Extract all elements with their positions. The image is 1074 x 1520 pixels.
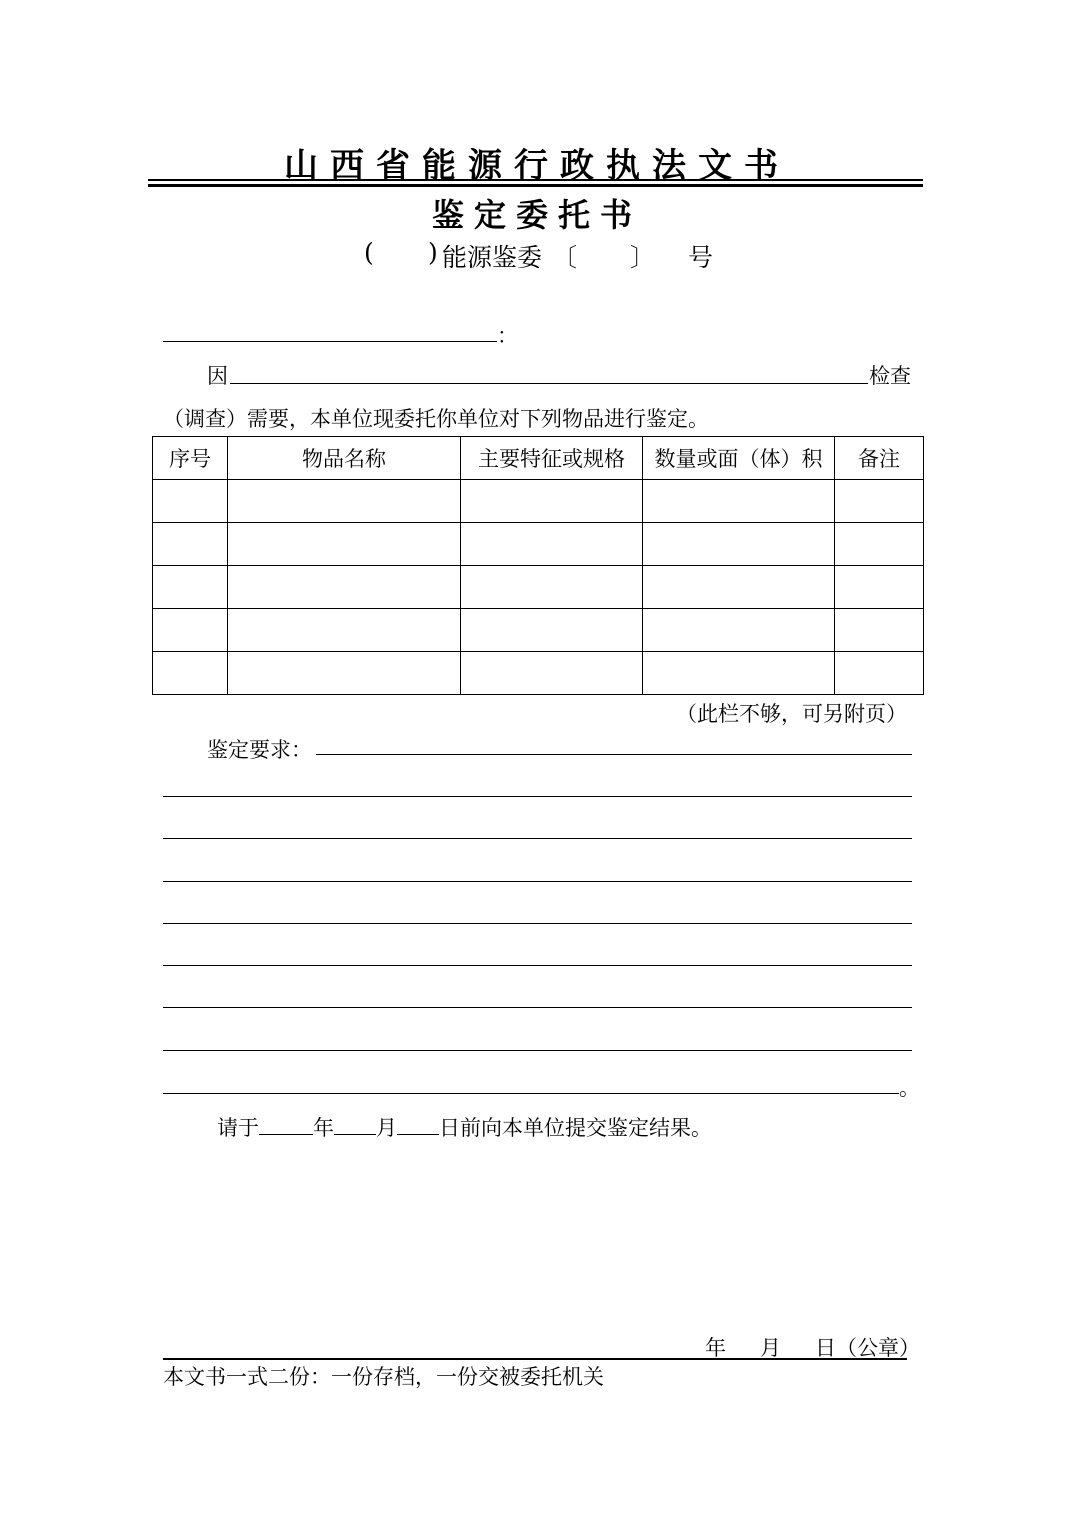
table-row <box>153 566 924 609</box>
column-header: 序号 <box>153 437 228 480</box>
column-header: 备注 <box>835 437 924 480</box>
table-cell[interactable] <box>461 652 643 695</box>
table-cell[interactable] <box>461 566 643 609</box>
requirements-label: 鉴定要求： <box>207 738 312 762</box>
table-row <box>153 523 924 566</box>
docno-bracket-close: 〕 <box>630 243 656 272</box>
header-rule-thin <box>148 179 923 181</box>
table-cell[interactable] <box>228 480 461 523</box>
table-cell[interactable] <box>835 480 924 523</box>
reason-blank[interactable] <box>230 383 868 384</box>
addressee-blank[interactable] <box>163 341 497 342</box>
column-header: 数量或面（体）积 <box>643 437 835 480</box>
table-cell[interactable] <box>643 652 835 695</box>
column-header: 主要特征或规格 <box>461 437 643 480</box>
table-row <box>153 480 924 523</box>
deadline-prefix: 请于 <box>217 1116 259 1140</box>
table-cell[interactable] <box>643 566 835 609</box>
table-cell[interactable] <box>228 652 461 695</box>
table-cell[interactable] <box>461 609 643 652</box>
docno-paren-open: ( <box>364 238 374 267</box>
org-title: 山西省能源行政执法文书 <box>284 146 790 186</box>
items-table <box>152 436 924 695</box>
table-cell[interactable] <box>228 609 461 652</box>
footer-year: 年 <box>705 1336 726 1360</box>
header-rule-thick <box>148 184 923 187</box>
table-cell[interactable] <box>228 523 461 566</box>
docno-bracket-open: 〔 <box>552 243 578 272</box>
deadline-suffix: 日前向本单位提交鉴定结果。 <box>439 1116 712 1140</box>
table-cell[interactable] <box>643 523 835 566</box>
requirements-line[interactable] <box>163 838 912 839</box>
table-cell[interactable] <box>153 523 228 566</box>
requirements-line[interactable] <box>163 1093 899 1094</box>
table-cell[interactable] <box>153 652 228 695</box>
requirements-line[interactable] <box>316 754 912 755</box>
requirements-end-mark: 。 <box>899 1076 920 1100</box>
table-cell[interactable] <box>153 566 228 609</box>
deadline-year-blank[interactable] <box>259 1114 313 1135</box>
deadline-year: 年 <box>313 1116 334 1140</box>
requirements-line[interactable] <box>163 881 912 882</box>
document-title: 鉴定委托书 <box>431 196 642 234</box>
docno-paren-close: ) <box>428 238 438 267</box>
requirements-line[interactable] <box>163 923 912 924</box>
requirements-line[interactable] <box>163 796 912 797</box>
table-cell[interactable] <box>643 480 835 523</box>
addressee-colon: ： <box>497 324 518 348</box>
deadline-month: 月 <box>376 1116 397 1140</box>
table-cell[interactable] <box>461 480 643 523</box>
because-label: 因 <box>207 364 228 388</box>
inspect-label: 检查 <box>869 364 911 388</box>
copies-note: 本文书一式二份：一份存档，一份交被委托机关 <box>163 1365 604 1389</box>
docno-suffix: 号 <box>688 243 714 272</box>
deadline-month-blank[interactable] <box>334 1114 376 1135</box>
table-row <box>153 609 924 652</box>
table-row <box>153 652 924 695</box>
column-header: 物品名称 <box>228 437 461 480</box>
table-note: （此栏不够，可另附页） <box>676 702 907 726</box>
table-cell[interactable] <box>461 523 643 566</box>
purpose-text: （调查）需要，本单位现委托你单位对下列物品进行鉴定。 <box>163 407 709 431</box>
docno-middle: 能源鉴委 <box>442 243 543 272</box>
requirements-line[interactable] <box>163 965 912 966</box>
table-cell[interactable] <box>643 609 835 652</box>
table-cell[interactable] <box>153 480 228 523</box>
table-cell[interactable] <box>835 523 924 566</box>
table-cell[interactable] <box>835 652 924 695</box>
table-cell[interactable] <box>228 566 461 609</box>
requirements-line[interactable] <box>163 1050 912 1051</box>
deadline-day-blank[interactable] <box>397 1114 439 1135</box>
table-header-row <box>153 437 924 480</box>
table-cell[interactable] <box>153 609 228 652</box>
table-cell[interactable] <box>835 609 924 652</box>
footer-month: 月 <box>760 1336 781 1360</box>
deadline-sentence <box>217 1112 712 1142</box>
footer-day-seal: 日（公章） <box>815 1336 920 1360</box>
table-cell[interactable] <box>835 566 924 609</box>
footer-rule <box>163 1358 907 1360</box>
requirements-line[interactable] <box>163 1007 912 1008</box>
